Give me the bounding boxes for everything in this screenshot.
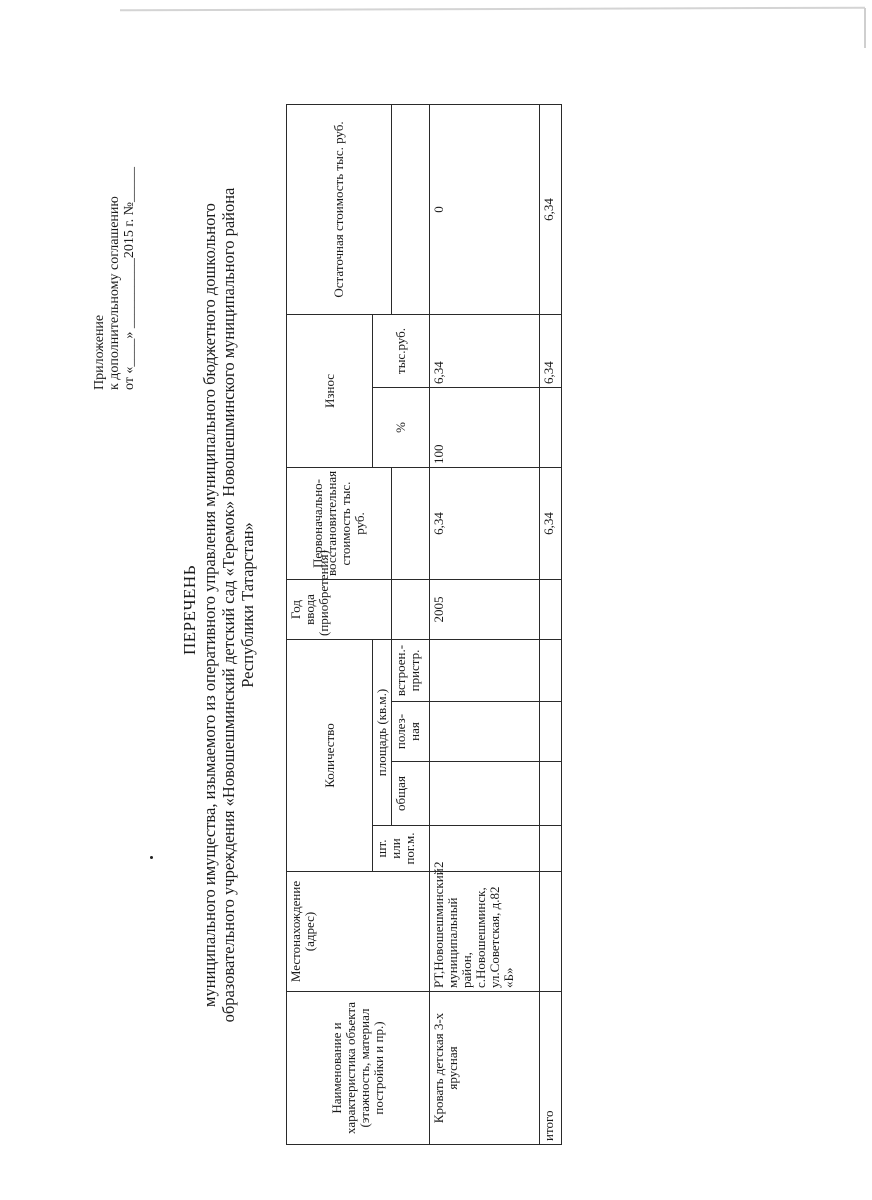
total-label: итого: [540, 992, 562, 1145]
total-area-total: [540, 762, 562, 826]
header-units: шт. или пог.м.: [373, 826, 430, 872]
header-quantity: Количество: [287, 640, 373, 872]
appendix-line-1: Приложение: [92, 314, 107, 390]
header-name: Наименование и характеристика объекта (этажность, материал постройки и пр.): [287, 992, 430, 1145]
cell-area-builtin: [430, 640, 540, 702]
header-area-total: общая: [392, 762, 430, 826]
appendix-line-3: от «____» __________2015 г. №_____: [122, 167, 137, 390]
subtitle-line-3: Республики Татарстан»: [238, 522, 257, 688]
scan-edge-top: [120, 7, 865, 12]
table-row: [430, 104, 540, 1144]
header-wear-percent: %: [373, 388, 430, 468]
header-initial-cost-spacer: [392, 468, 430, 580]
total-year: [540, 580, 562, 640]
subtitle-line-1: муниципального имущества, изымаемого из оперативного управления муниципального бюджетного дошкольного: [200, 203, 219, 1007]
total-units: [540, 826, 562, 872]
total-area-builtin: [540, 640, 562, 702]
cell-area-total: [430, 762, 540, 826]
scan-edge-right: [864, 8, 866, 48]
cell-wear-rub: 6,34: [430, 314, 540, 387]
appendix-line-2: к дополнительному соглашению: [107, 196, 122, 390]
property-table: [286, 104, 562, 1145]
header-year-spacer: [392, 580, 430, 640]
total-wear-percent: [540, 388, 562, 468]
cell-wear-percent: 100: [430, 388, 540, 468]
total-area-useful: [540, 702, 562, 762]
cell-units: 2: [430, 826, 540, 872]
cell-name: Кровать детская 3-х ярусная: [430, 992, 540, 1145]
cell-area-useful: [430, 702, 540, 762]
total-residual: 6,34: [540, 104, 562, 314]
appendix-note: [92, 60, 137, 390]
header-residual: Остаточная стоимость тыс. руб.: [287, 104, 392, 314]
header-residual-spacer: [392, 104, 430, 314]
cell-year: 2005: [430, 580, 540, 640]
document-subtitle: [200, 130, 257, 1080]
total-initial-cost: 6,34: [540, 468, 562, 580]
header-year: Год ввода (приобретения): [287, 580, 392, 640]
header-wear: Износ: [287, 314, 373, 467]
header-area-builtin: встроен.-пристр.: [392, 640, 430, 702]
document-page: [90, 60, 850, 1160]
total-location: [540, 872, 562, 992]
total-row: [540, 104, 562, 1144]
total-wear-rub: 6,34: [540, 314, 562, 387]
cell-initial-cost: 6,34: [430, 468, 540, 580]
cell-location: РТ,Новошешминский муниципальный район, с.Новошешминск, ул.Советская, д.82 «Б»: [430, 872, 540, 992]
header-location: Местонахождение (адрес): [287, 872, 430, 992]
document-title: ПЕРЕЧЕНЬ: [180, 565, 199, 655]
header-wear-rub: тыс.руб.: [373, 314, 430, 387]
header-area-useful: полез-ная: [392, 702, 430, 762]
subtitle-line-2: образовательного учреждения «Новошешминский детский сад «Теремок» Новошешминского муниципального района: [219, 187, 238, 1023]
header-area: площадь (кв.м.): [373, 640, 392, 826]
header-initial-cost: Первоначально-восстановительная стоимость тыс. руб.: [287, 468, 392, 580]
cell-residual: 0: [430, 104, 540, 314]
